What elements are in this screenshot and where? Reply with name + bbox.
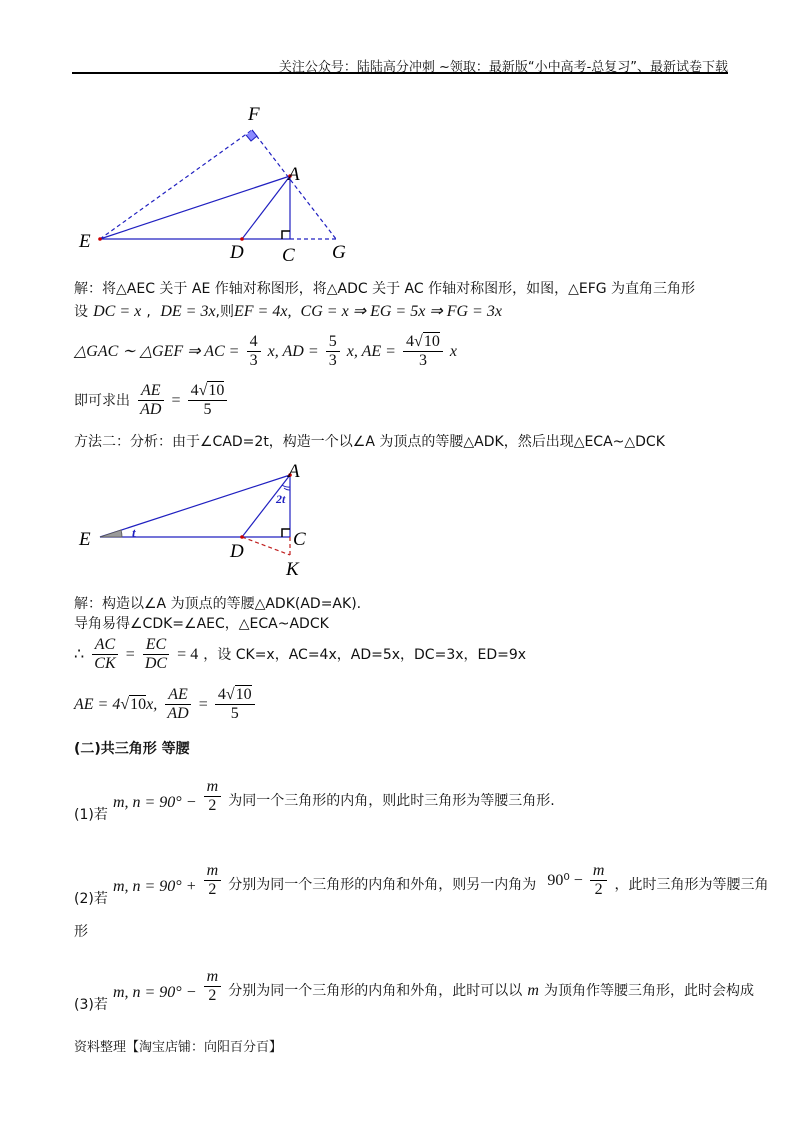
therefore-symbol: ∴: [74, 646, 85, 663]
figure-1-diagram: [70, 98, 370, 268]
label-k: K: [286, 559, 299, 580]
segment-ad: [242, 176, 290, 239]
label-d: D: [230, 242, 244, 263]
item-3: [74, 968, 754, 1013]
label-e: E: [79, 529, 91, 550]
sol1-line1: 解：将△AEC 关于 AE 作轴对称图形，将△ADC 关于 AC 作轴对称图形，如图，△EFG 为直角三角形: [74, 281, 696, 297]
item-1: [74, 778, 555, 823]
right-angle-c: [282, 231, 290, 239]
label-g: G: [332, 242, 346, 263]
frac-ac: $\frac{4}{3}$: [247, 333, 261, 370]
sol1-ae-tail: x: [449, 343, 458, 360]
sol1-concl-text: 即可求出: [74, 393, 130, 409]
sol1-ad-tail: x, AE =: [346, 343, 396, 360]
label-angle-2t: 2t: [276, 492, 286, 506]
sol1-ac-tail: x, AD =: [267, 343, 319, 360]
frac-result-1: $\frac{4√10}{5}$: [188, 382, 228, 419]
item-3-var: m: [527, 982, 539, 999]
label-d: D: [230, 541, 244, 562]
right-angle-f: [246, 130, 257, 141]
sol1-eq-de: DE = 3x: [160, 303, 216, 320]
segment-ea: [100, 176, 290, 239]
sol1-similarity-line: [74, 333, 457, 370]
item-3-expr: m, n = 90° −: [112, 984, 197, 1001]
page-footer: 资料整理【淘宝店铺：向阳百分百】: [74, 1040, 283, 1055]
label-a: A: [288, 461, 300, 482]
sol1-conclusion: 即可求出 $\frac{AE}{AD}$ = $\frac{4√10}{5}$: [74, 382, 229, 419]
angle-t-arc: [100, 530, 122, 537]
sol2-set-text: ，设 CK=x，AC=4x，AD=5x，DC=3x，ED=9x: [203, 647, 527, 663]
item-1-label: (1)若: [74, 807, 108, 823]
sol2-ratio-line: ∴ $\frac{AC}{CK}$ = $\frac{EC}{DC}$ = 4 ，设 CK=x，AC=4x，AD=5x，DC=3x，ED=9x: [74, 636, 527, 672]
label-c: C: [293, 529, 306, 550]
label-e: E: [79, 231, 91, 252]
frac-ac-ck: $\frac{AC}{CK}$: [91, 636, 118, 673]
item-2-label: (2)若: [74, 891, 108, 907]
frac-ad: $\frac{5}{3}$: [326, 333, 340, 370]
item-2-text2: ，此时三角形为等腰三角: [614, 877, 769, 893]
segment-ea: [100, 475, 290, 537]
sol1-eq-dc: DC = x: [93, 303, 142, 320]
label-f: F: [248, 104, 260, 125]
sol2-ae-prefix: AE = 4: [74, 696, 121, 713]
segment-dk-dashed: [242, 537, 290, 555]
item-2: [74, 862, 769, 907]
frac-result-2: $\frac{4√10}{5}$: [215, 686, 255, 723]
item-1-text: 为同一个三角形的内角，则此时三角形为等腰三角形.: [228, 793, 555, 809]
item-2-text: 分别为同一个三角形的内角和外角，则另一内角为: [228, 877, 537, 893]
figure-2-diagram: [70, 455, 350, 585]
right-angle-c: [282, 529, 290, 537]
sol2-line2: 导角易得∠CDK=∠AEC，△ECA~ADCK: [74, 616, 329, 632]
label-a: A: [288, 164, 300, 185]
item-3-frac: $\frac{m}{2}$: [204, 968, 222, 1005]
item-2-frac: $\frac{m}{2}$: [204, 862, 222, 899]
segment-ad: [242, 475, 290, 537]
sol1-set-text: 设: [74, 304, 88, 320]
item-2-expr2: 90⁰ −: [547, 872, 583, 889]
segment-ef-dashed: [100, 130, 252, 239]
sol1-eq-chain: CG = x ⇒ EG = 5x ⇒ FG = 3x: [300, 303, 502, 320]
item-3-text-b: 为顶角作等腰三角形，此时会构成: [543, 983, 754, 999]
item-2-frac2: $\frac{m}{2}$: [590, 862, 608, 899]
frac-ec-dc: $\frac{EC}{DC}$: [142, 636, 170, 673]
angle-2t-arc: [282, 485, 290, 487]
label-angle-t: t: [132, 525, 136, 540]
sol1-line2: 设 DC = x , DE = 3x,则EF = 4x, CG = x ⇒ EG = 5x ⇒ FG = 3x: [74, 303, 502, 320]
label-c: C: [282, 245, 295, 266]
item-2-expr: m, n = 90° +: [112, 878, 197, 895]
item-3-label: (3)若: [74, 997, 108, 1013]
frac-ae-ad: $\frac{AE}{AD}$: [137, 382, 164, 419]
frac-ae-ad-2: $\frac{AE}{AD}$: [164, 686, 191, 723]
item-1-frac: $\frac{m}{2}$: [204, 778, 222, 815]
method2-text: 方法二：分析：由于∠CAD=2t，构造一个以∠A 为顶点的等腰△ADK，然后出现△ECA~△DCK: [74, 434, 665, 450]
item-3-text-a: 分别为同一个三角形的内角和外角，此时可以以: [228, 983, 523, 999]
item-1-expr: m, n = 90° −: [112, 794, 197, 811]
header-rule: [72, 72, 728, 74]
frac-ae: $\frac{4√10}{3}$: [403, 333, 443, 370]
sol1-sim-text: △GAC ∼ △GEF ⇒ AC =: [74, 343, 240, 360]
item-2-text3: 形: [74, 924, 88, 940]
sol1-then: ,则: [215, 304, 234, 320]
sol1-eq-ef: EF = 4x: [234, 303, 288, 320]
page-header: 关注公众号：陆陆高分冲刺 ~领取：最新版“小中高考-总复习”、最新试卷下载: [278, 60, 728, 75]
sol2-line1: 解：构造以∠A 为顶点的等腰△ADK(AD=AK).: [74, 596, 362, 612]
section-2-title: (二)共三角形 等腰: [74, 741, 190, 757]
sol2-ae-line: AE = 4√10x, $\frac{AE}{AD}$ = $\frac{4√10}{5}$: [74, 686, 257, 723]
